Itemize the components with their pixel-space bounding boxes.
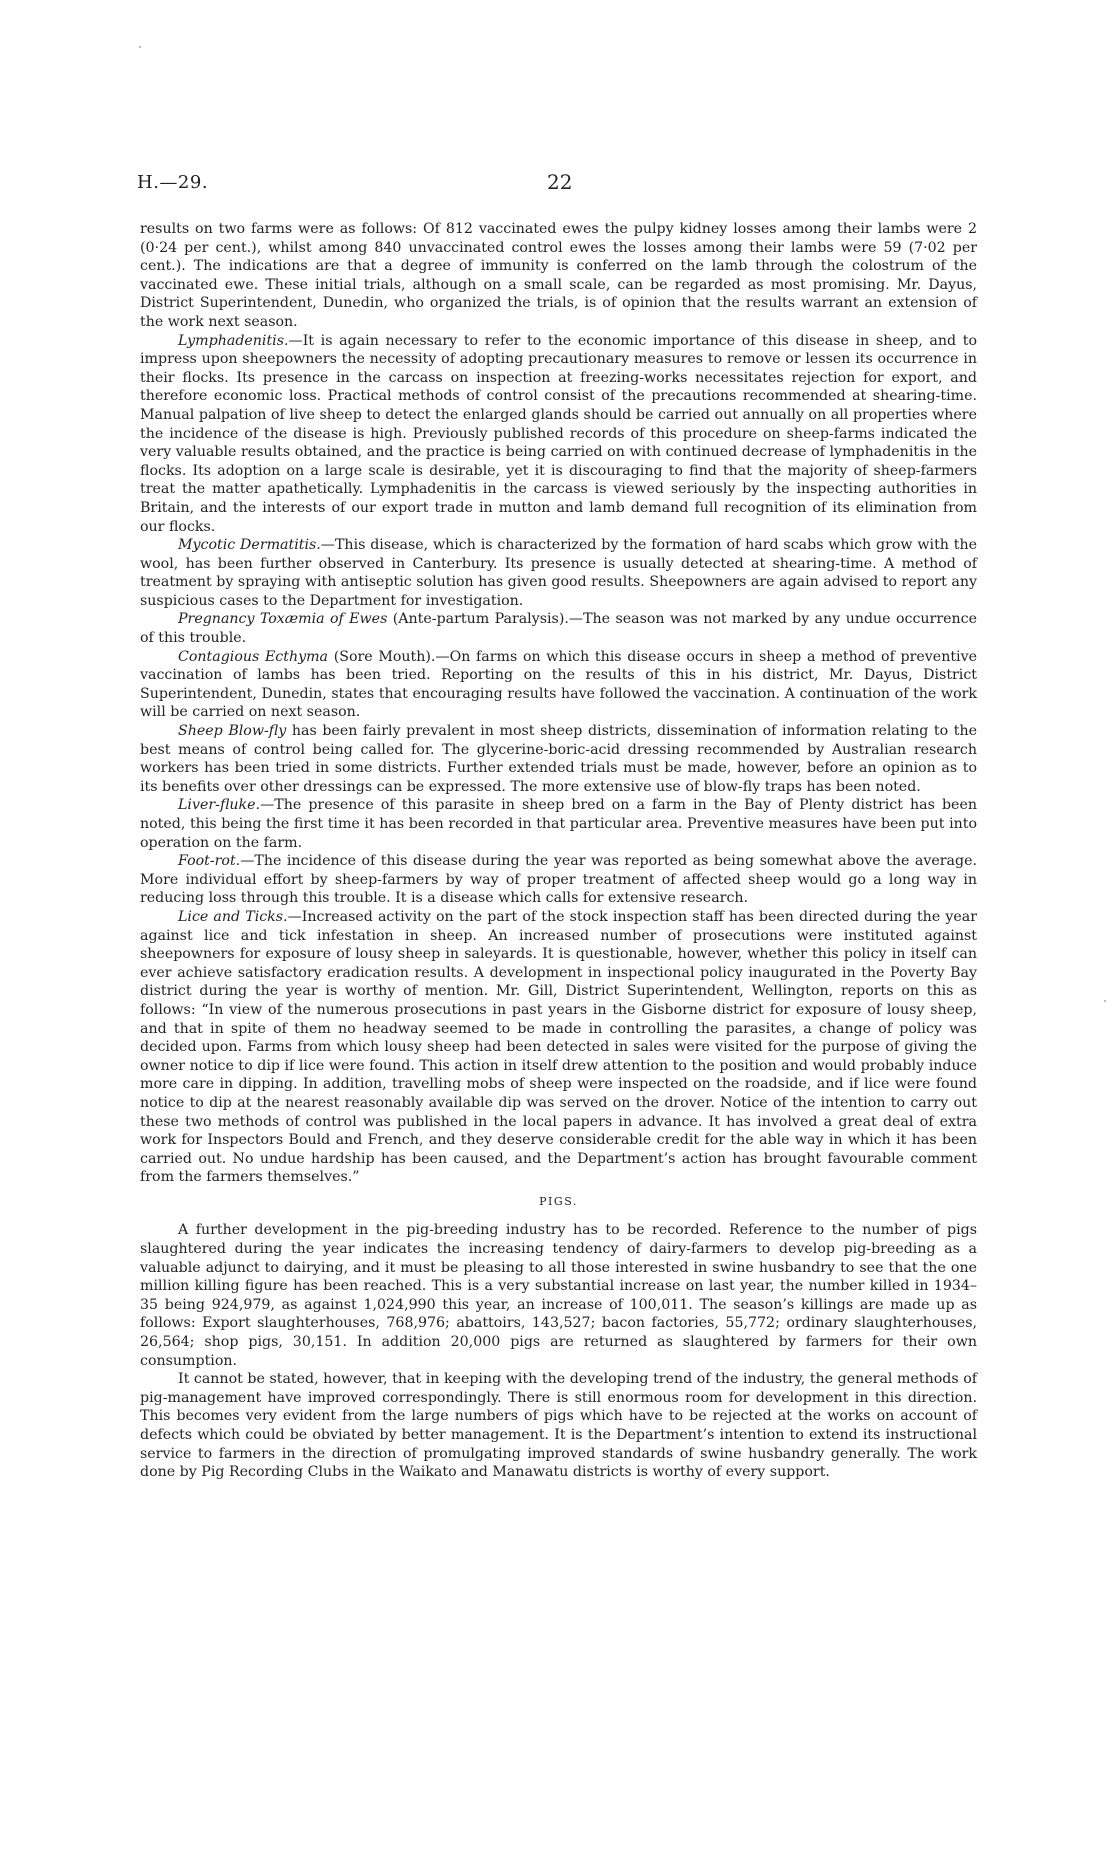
paragraph-pulpy-kidney-results: results on two farms were as follows: Of 812 vaccinated ewes the pulpy kidney losses among their lambs were 2 (0·24 per cent.), whilst among 840 unvaccinated control ewes the losses among their lambs were 59 (7·02 per cent.). The indications are that a degree of immunity is conferred on the lamb through the colostrum of the vaccinated ewe. These initial trials, although on a small scale, can be regarded as most promising. Mr. Dayus, District Superintendent, Dunedin, who organized the trials, is of opinion that the results warrant an extension of the work next season. — [140, 221, 977, 330]
paragraph-pig-breeding: A further development in the pig-breeding industry has to be recorded. Reference to the number of pigs slaughtered during the year indicates the increasing tendency of dairy-farmers to develop pig-breeding as a valuable adjunct to dairying, and it must be pleasing to all those interested in swine husbandry to see that the one million killing figure has been reached. This is a very substantial increase on last year, the number killed in 1934–35 being 924,979, as against 1,024,990 this year, an increase of 100,011. The season’s killings are made up as follows: Export slaughterhouses, 768,976; abattoirs, 143,527; bacon factories, 55,772; ordinary slaughterhouses, 26,564; shop pigs, 30,151. In addition 20,000 pigs are returned as slaughtered by farmers for their own consumption. — [140, 1222, 977, 1369]
paragraph-title: Sheep Blow-fly — [178, 723, 287, 740]
page-header — [137, 172, 977, 202]
paragraph-mycotic-dermatitis: Mycotic Dermatitis.—This disease, which is characterized by the formation of hard scabs which grow with the wool, has been further observed in Canterbury. Its presence is usually detected at shearing-time. A method of treatment by spraying with antiseptic solution has given good results. Sheepowners are again advised to report any suspicious cases to the Department for investigation. — [140, 537, 977, 609]
scan-speck — [1104, 1000, 1106, 1002]
paragraph-pig-management: It cannot be stated, however, that in keeping with the developing trend of the industry, the general methods of pig-management have improved correspondingly. There is still enormous room for development in this direction. This becomes very evident from the large numbers of pigs which have to be rejected at the works on account of defects which could be obviated by better management. It is the Department’s intention to extend its instructional service to farmers in the direction of promulgating improved standards of swine husbandry generally. The work done by Pig Recording Clubs in the Waikato and Manawatu districts is worthy of every support. — [140, 1371, 977, 1481]
paragraph-title: Pregnancy Toxæmia of Ewes — [178, 611, 388, 628]
paragraph-title: Lice and Ticks. — [178, 908, 288, 925]
section-heading-pigs: PIGS. — [539, 1194, 578, 1208]
paragraph-title: Foot-rot. — [178, 853, 241, 870]
paragraph-sheep-blow-fly: Sheep Blow-fly has been fairly prevalent in most sheep districts, dissemination of information relating to the best means of control being called for. The glycerine-boric-acid dressing recommended by Australian research workers has been tried in some districts. Further extended trials must be made, however, before an opinion as to its benefits over other dressings can be expressed. The more extensive use of blow-fly traps has been noted. — [140, 723, 977, 795]
paragraph-pregnancy-toxaemia: Pregnancy Toxæmia of Ewes (Ante-partum Paralysis).—The season was not marked by any undue occurrence of this trouble. — [140, 611, 977, 647]
paragraph-title: Liver-fluke. — [178, 797, 261, 814]
paragraph-liver-fluke: Liver-fluke.—The presence of this parasite in sheep bred on a farm in the Bay of Plenty district has been noted, this being the first time it has been recorded in that particular area. Preventive measures have been put into operation on the farm. — [140, 797, 977, 851]
paragraph-title: Lymphadenitis. — [178, 332, 289, 349]
scan-speck — [139, 46, 141, 48]
page-number: 22 — [547, 170, 573, 194]
paragraph-foot-rot: Foot-rot.—The incidence of this disease during the year was reported as being somewhat above the average. More individual effort by sheep-farmers by way of proper treatment of affected sheep would go a long way in reducing loss through this trouble. It is a disease which calls for extensive research. — [140, 853, 977, 907]
paragraph-lice-and-ticks: Lice and Ticks.—Increased activity on the part of the stock inspection staff has been directed during the year against lice and tick infestation in sheep. An increased number of prosecutions were instituted against sheepowners for exposure of lousy sheep in saleyards. It is questionable, however, whether this policy in itself can ever achieve satisfactory eradication results. A development in inspectional policy inaugurated in the Poverty Bay district during the year is worthy of mention. Mr. Gill, District Superintendent, Wellington, reports on this as follows: “In view of the numerous prosecutions in past years in the Gisborne district for exposure of lousy sheep, and that in spite of them no headway seemed to be made in controlling the parasites, a change of policy was decided upon. Farms from which lousy sheep had been detected in sales were visited for the purpose of giving the owner notice to dip if lice were found. This action in itself drew attention to the position and would probably induce more care in dipping. In addition, travelling mobs of sheep were inspected on the roadside, and if lice were found notice to dip at the nearest reasonably available dip was served on the drover. Notice of the intention to carry out these two methods of control was published in the local papers in advance. It has involved a great deal of extra work for Inspectors Bould and French, and they deserve considerable credit for the able way in which it has been carried out. No undue hardship has been caused, and the Department’s action has brought favourable comment from the farmers themselves.” — [140, 908, 977, 1186]
paragraph-title: Mycotic Dermatitis. — [178, 537, 321, 554]
paragraph-title: Contagious Ecthyma — [178, 648, 329, 665]
paragraph-lymphadenitis: Lymphadenitis.—It is again necessary to refer to the economic importance of this disease in sheep, and to impress upon sheepowners the necessity of adopting precautionary measures to remove or lessen its occurrence in their flocks. Its presence in the carcass on inspection at freezing-works necessitates rejection for export, and therefore economic loss. Practical methods of control consist of the precautions recommended at shearing-time. Manual palpation of live sheep to detect the enlarged glands should be carried out annually on all properties where the incidence of the disease is high. Previously published records of this procedure on sheep-farms indicated the very valuable results obtained, and the practice is being carried on with continued decrease of lymphadenitis in the flocks. Its adoption on a large scale is desirable, yet it is discouraging to find that the majority of sheep-farmers treat the matter apathetically. Lymphadenitis in the carcass is viewed seriously by the inspecting authorities in Britain, and the interests of our export trade in mutton and lamb demand full recognition of its elimination from our flocks. — [140, 332, 977, 535]
body-text — [140, 220, 977, 1482]
document-reference: H.—29. — [137, 172, 209, 193]
paragraph-contagious-ecthyma: Contagious Ecthyma (Sore Mouth).—On farms on which this disease occurs in sheep a method of preventive vaccination of lambs has been tried. Reporting on the results of this in his district, Mr. Dayus, District Superintendent, Dunedin, states that encouraging results have followed the vaccination. A continuation of the work will be carried on next season. — [140, 648, 977, 721]
